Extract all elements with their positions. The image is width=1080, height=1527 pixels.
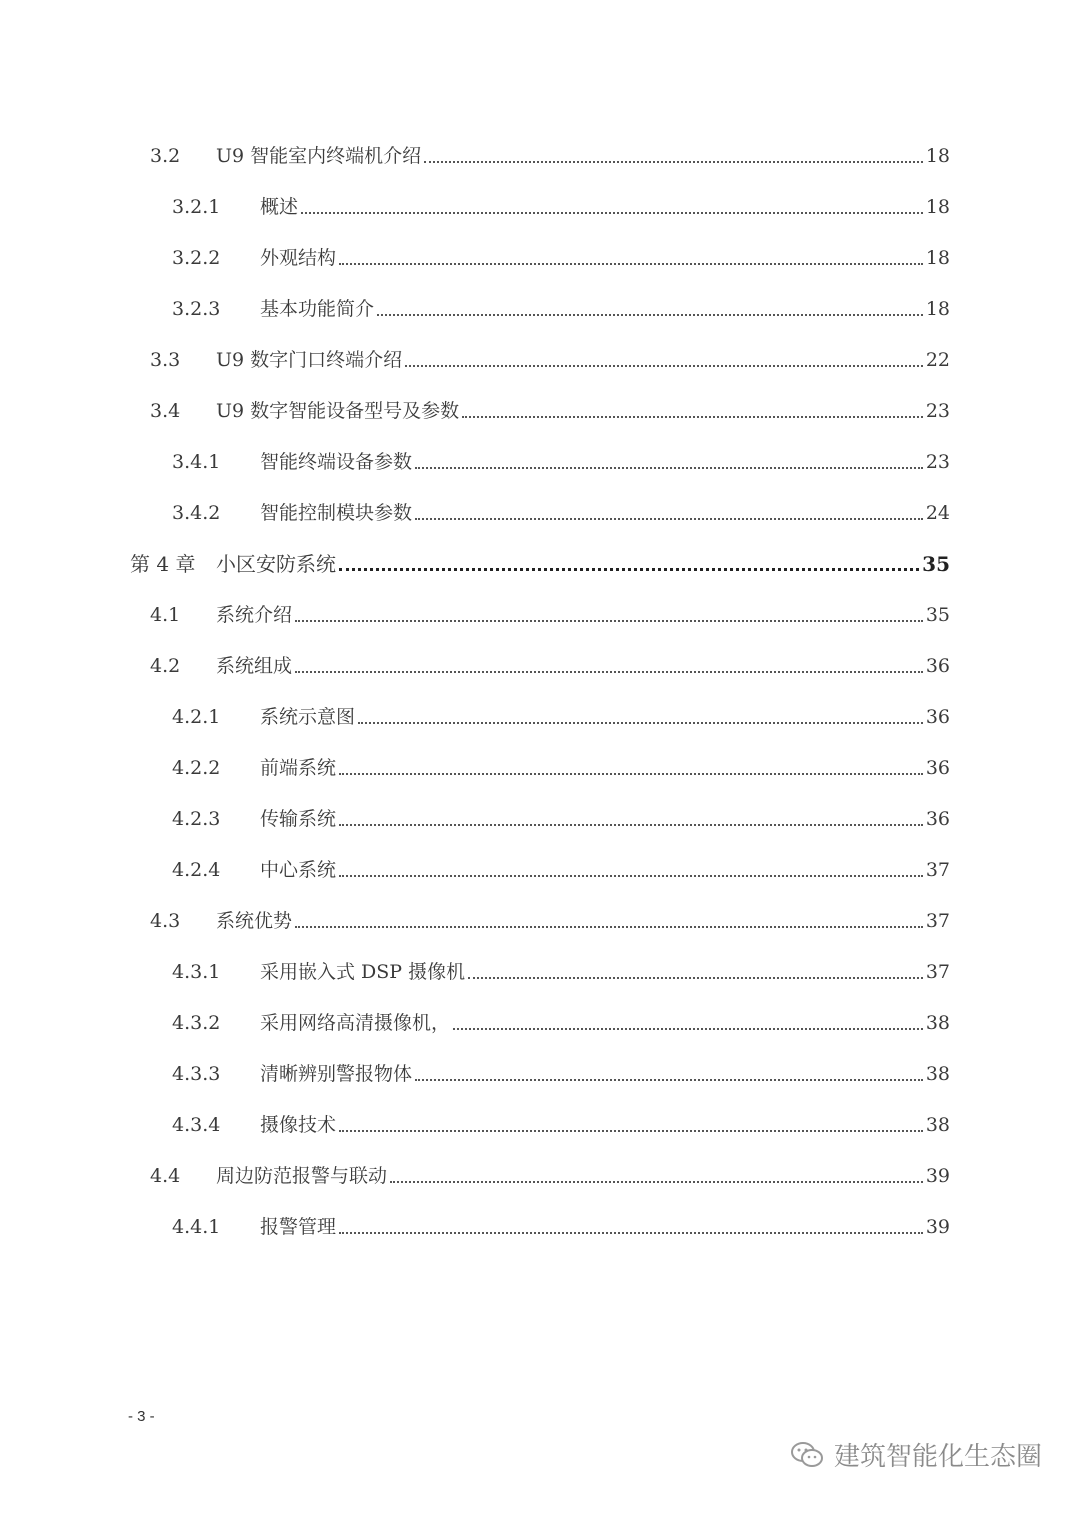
toc-entry-title: 采用嵌入式 DSP 摄像机 (260, 961, 466, 983)
toc-leader-dots (301, 212, 923, 214)
toc-entry-title: 前端系统 (260, 757, 337, 779)
toc-entry-title: 周边防范报警与联动 (216, 1165, 388, 1187)
toc-entry[interactable] (150, 396, 950, 426)
toc-entry[interactable] (150, 906, 950, 936)
toc-leader-dots (405, 365, 923, 367)
toc-leader-dots (377, 314, 923, 316)
toc-entry-title: 系统组成 (216, 655, 293, 677)
toc-entry-page: 38 (925, 1012, 950, 1034)
toc-entry[interactable] (172, 702, 950, 732)
toc-entry[interactable] (150, 651, 950, 681)
toc-entry[interactable] (172, 1212, 950, 1242)
toc-entry[interactable] (172, 753, 950, 783)
toc-entry-number: 4.2.3 (172, 808, 221, 830)
toc-entry-page: 38 (925, 1063, 950, 1085)
toc-entry-title: 系统示意图 (260, 706, 356, 728)
toc-chapter-entry[interactable] (130, 549, 950, 579)
toc-entry-page: 36 (925, 706, 950, 728)
toc-leader-dots (339, 568, 919, 571)
toc-entry-page: 23 (925, 400, 950, 422)
toc-entry-title: 中心系统 (260, 859, 337, 881)
toc-entry-page: 18 (925, 145, 950, 167)
toc-leader-dots (339, 1232, 923, 1234)
toc-entry-number: 4.2.2 (172, 757, 221, 779)
toc-entry-page: 24 (925, 502, 950, 524)
toc-entry-title: 传输系统 (260, 808, 337, 830)
toc-entry-page: 23 (925, 451, 950, 473)
toc-chapter-number: 第 4 章 (130, 552, 196, 576)
toc-entry[interactable] (172, 1110, 950, 1140)
toc-entry-page: 37 (925, 859, 950, 881)
toc-entry-page: 37 (925, 910, 950, 932)
toc-leader-dots (468, 977, 923, 979)
toc-entry-page: 18 (925, 196, 950, 218)
toc-entry-number: 4.3.2 (172, 1012, 221, 1034)
toc-entry-number: 4.1 (150, 604, 181, 626)
toc-leader-dots (339, 875, 923, 877)
toc-leader-dots (358, 722, 923, 724)
toc-entry[interactable] (150, 600, 950, 630)
toc-entry-page: 39 (925, 1165, 950, 1187)
toc-entry-page: 18 (925, 298, 950, 320)
toc-entry[interactable] (172, 498, 950, 528)
toc-entry[interactable] (150, 345, 950, 375)
toc-entry-number: 4.2 (150, 655, 181, 677)
toc-entry-page: 18 (925, 247, 950, 269)
toc-entry[interactable] (150, 1161, 950, 1191)
toc-entry-page: 35 (925, 604, 950, 626)
toc-entry-page: 36 (925, 808, 950, 830)
toc-leader-dots (462, 416, 923, 418)
toc-leader-dots (424, 161, 923, 163)
toc-entry-title: 概述 (260, 196, 299, 218)
toc-entry-number: 4.3.4 (172, 1114, 221, 1136)
toc-entry-title: 清晰辨别警报物体 (260, 1063, 413, 1085)
toc-entry-number: 3.3 (150, 349, 181, 371)
toc-entry-page: 22 (925, 349, 950, 371)
toc-entry-page: 36 (925, 757, 950, 779)
toc-entry-number: 3.2 (150, 145, 181, 167)
toc-leader-dots (339, 1130, 923, 1132)
toc-entry-number: 4.3.3 (172, 1063, 221, 1085)
toc-entry-title: 外观结构 (260, 247, 337, 269)
toc-chapter-title: 小区安防系统 (216, 552, 336, 576)
toc-leader-dots (415, 467, 923, 469)
toc-entry[interactable] (172, 1008, 950, 1038)
watermark (790, 1436, 1042, 1473)
toc-entry-title: 报警管理 (260, 1216, 337, 1238)
toc-entry-title: 系统介绍 (216, 604, 293, 626)
toc-leader-dots (339, 824, 923, 826)
toc-entry[interactable] (172, 1059, 950, 1089)
toc-leader-dots (339, 263, 923, 265)
toc-entry-title: 采用网络高清摄像机， (260, 1012, 451, 1034)
toc-leader-dots (295, 620, 923, 622)
toc-entry[interactable] (172, 192, 950, 222)
toc-leader-dots (453, 1028, 923, 1030)
toc-entry-page: 35 (922, 552, 950, 576)
toc-entry-number: 4.4.1 (172, 1216, 221, 1238)
toc-leader-dots (415, 1079, 923, 1081)
toc-entry-number: 4.3 (150, 910, 181, 932)
toc-leader-dots (390, 1181, 923, 1183)
toc-entry[interactable] (172, 243, 950, 273)
toc-entry-number: 3.2.3 (172, 298, 221, 320)
toc-entry-title: 系统优势 (216, 910, 293, 932)
toc-entry-title: 智能控制模块参数 (260, 502, 413, 524)
toc-entry-title: U9 数字智能设备型号及参数 (216, 400, 460, 422)
toc-entry[interactable] (150, 141, 950, 171)
toc-entry[interactable] (172, 804, 950, 834)
watermark-text: 建筑智能化生态圈 (834, 1442, 1043, 1472)
toc-entry-number: 4.2.1 (172, 706, 221, 728)
toc-entry-title: 基本功能简介 (260, 298, 375, 320)
toc-entry-page: 38 (925, 1114, 950, 1136)
toc-entry-number: 4.3.1 (172, 961, 221, 983)
toc-entry[interactable] (172, 294, 950, 324)
toc-entry-title: U9 数字门口终端介绍 (216, 349, 403, 371)
toc-leader-dots (415, 518, 923, 520)
toc-leader-dots (295, 671, 923, 673)
toc-entry-title: U9 智能室内终端机介绍 (216, 145, 422, 167)
toc-entry-page: 37 (925, 961, 950, 983)
toc-entry-number: 3.4.2 (172, 502, 221, 524)
toc-entry[interactable] (172, 957, 950, 987)
toc-entry[interactable] (172, 447, 950, 477)
toc-leader-dots (295, 926, 923, 928)
toc-entry-page: 36 (925, 655, 950, 677)
wechat-icon (790, 1440, 824, 1470)
toc-entry-title: 摄像技术 (260, 1114, 337, 1136)
toc-entry-page: 39 (925, 1216, 950, 1238)
toc-entry-number: 4.4 (150, 1165, 181, 1187)
toc-entry-title: 智能终端设备参数 (260, 451, 413, 473)
toc-entry[interactable] (172, 855, 950, 885)
toc-entry-number: 3.4 (150, 400, 181, 422)
toc-entry-number: 3.4.1 (172, 451, 221, 473)
toc-entry-number: 3.2.1 (172, 196, 221, 218)
page-number-footer: - 3 - (128, 1408, 155, 1425)
toc-leader-dots (339, 773, 923, 775)
toc-entry-number: 4.2.4 (172, 859, 221, 881)
toc-entry-number: 3.2.2 (172, 247, 221, 269)
